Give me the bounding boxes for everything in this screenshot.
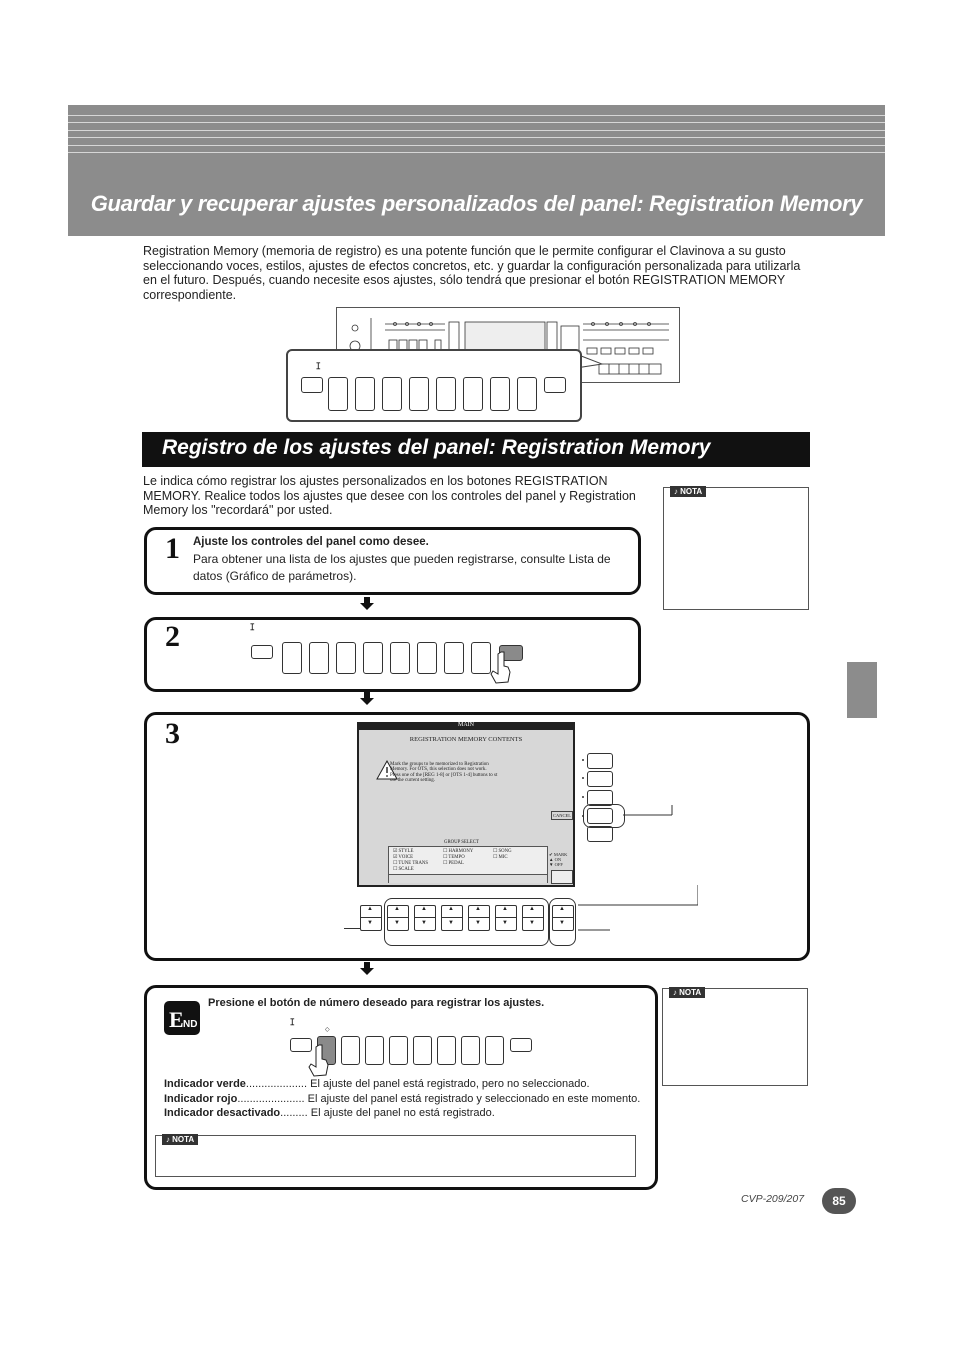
chapter-title: Guardar y recuperar ajustes personalizados del panel: Registration Memory <box>90 191 863 216</box>
reg-button-3 <box>382 377 402 411</box>
freeze-button <box>301 377 323 393</box>
updown-button-3[interactable]: ▲ ▼ <box>414 905 436 931</box>
step-number: 1 <box>165 532 180 565</box>
section-line: Memory los "recordará" por usted. <box>143 503 333 518</box>
reg-button-6 <box>417 642 437 674</box>
group-tempo: ☐ TEMPO <box>443 855 465 860</box>
legend-row: Indicador rojo...................... El ajuste del panel está registrado y seleccionado en este momento. <box>164 1092 641 1105</box>
group-song: ☐ SONG <box>493 849 512 854</box>
reg-button-4 <box>409 377 429 411</box>
nota-tag: ♪ NOTA <box>670 486 706 497</box>
model-name: CVP-209/207 <box>741 1193 805 1205</box>
updown-button-4[interactable]: ▲ ▼ <box>441 905 463 931</box>
callout-line <box>344 928 360 929</box>
group-mic: ☐ MIC <box>493 855 508 860</box>
end-heading: Presione el botón de número deseado para registrar los ajustes. <box>208 997 545 1009</box>
reg-button-7 <box>461 1036 480 1065</box>
reg-button-2 <box>341 1036 360 1065</box>
section-heading <box>142 432 810 467</box>
reg-button-5 <box>436 377 456 411</box>
screen-message: Mark the groups to be memorized to Registration Memory. For OTS, this selection does not work. Press one of the [REG 1-8] or [OTS 1-4] buttons to st ore the current setting. <box>390 762 498 784</box>
section-title: Registro de los ajustes del panel: Registration Memory <box>162 436 711 459</box>
reg-button-2 <box>309 642 329 674</box>
reg-button-1 <box>282 642 302 674</box>
updown-button-8[interactable]: ▲ ▼ <box>552 905 574 931</box>
registration-buttons-zoom <box>286 349 582 422</box>
step-1-text: Para obtener una lista de los ajustes que pueden registrarse, consulte Lista de <box>193 552 611 566</box>
reg-icon: ꕯ <box>290 1017 295 1027</box>
reg-button-4 <box>363 642 383 674</box>
callout-lines <box>578 750 698 960</box>
reg-icon: ꕯ <box>316 361 321 371</box>
reg-button-2 <box>355 377 375 411</box>
step-2-box <box>144 617 641 692</box>
legend-row: Indicador desactivado......... El ajuste del panel no está registrado. <box>164 1107 495 1119</box>
step-1-heading: Ajuste los controles del panel como desee. <box>193 536 429 548</box>
step-1-text: datos (Gráfico de parámetros). <box>193 569 357 583</box>
flow-arrow-head <box>360 968 374 975</box>
nota-box <box>663 487 809 610</box>
chapter-banner <box>68 105 885 236</box>
group-buttons-highlight <box>384 898 549 946</box>
group-scale: ☐ SCALE <box>393 867 414 872</box>
mark-legend: ✔ MARK ▲ ON ▼ OFF <box>549 852 568 867</box>
reg-button-5 <box>413 1036 432 1065</box>
nota-box <box>662 988 808 1086</box>
updown-button-5[interactable]: ▲ ▼ <box>468 905 490 931</box>
nota-box <box>155 1135 636 1177</box>
group-harmony: ☐ HARMONY <box>443 849 474 854</box>
reg-button-7 <box>490 377 510 411</box>
screen-title: REGISTRATION MEMORY CONTENTS <box>409 736 523 743</box>
flow-arrow-head <box>360 698 374 705</box>
reg-button-7 <box>444 642 464 674</box>
group-select-label: GROUP SELECT <box>444 840 479 845</box>
flow-arrow-head <box>360 603 374 610</box>
updown-button-2[interactable]: ▲ ▼ <box>387 905 409 931</box>
reg-button-8 <box>485 1036 504 1065</box>
scroll-bar <box>389 874 547 883</box>
mark-buttons-highlight <box>549 898 576 946</box>
indicator-lamp-icon: ◇ <box>325 1027 330 1033</box>
step-1-box <box>144 527 641 595</box>
group-select-panel <box>388 846 548 883</box>
reg-button-6 <box>463 377 483 411</box>
indicator-legend <box>164 1077 640 1121</box>
lcd-screen <box>357 722 575 887</box>
reg-button-8 <box>517 377 537 411</box>
group-pedal: ☐ PEDAL <box>443 861 464 866</box>
intro-line: en el futuro. Después, cuando necesite esos ajustes, sólo tendrá que presionar el botón REGISTRATION MEMORY <box>143 273 786 288</box>
step-number: 2 <box>165 620 180 653</box>
section-line: MEMORY. Realice todos los ajustes que desee con los controles del panel y Registration <box>143 488 636 503</box>
intro-line: Registration Memory (memoria de registro) es una potente función que le permite configurar el Clavinova a su gusto <box>143 244 786 258</box>
reg-button-3 <box>365 1036 384 1065</box>
group-tune-trans: ☐ TUNE TRANS <box>393 861 429 866</box>
page-number: 85 <box>822 1188 856 1214</box>
chapter-thumb-tab <box>847 662 877 718</box>
legend-row: Indicador verde.................... El ajuste del panel está registrado, pero no seleccionado. <box>164 1078 590 1090</box>
reg-icon: ꕯ <box>250 622 255 632</box>
mark-toggle <box>551 870 573 884</box>
intro-paragraph <box>143 244 813 302</box>
reg-button-1 <box>328 377 348 411</box>
pressing-hand-icon <box>305 1043 331 1079</box>
screen-tab: MAIN <box>458 722 474 728</box>
memory-button <box>510 1038 532 1052</box>
reg-button-3 <box>336 642 356 674</box>
pressing-hand-icon <box>487 650 513 686</box>
section-intro <box>143 474 653 518</box>
step-number: 3 <box>165 717 180 750</box>
freeze-button <box>251 645 273 659</box>
end-step-box <box>144 985 658 1190</box>
reg-button-6 <box>437 1036 456 1065</box>
nota-tag: ♪ NOTA <box>162 1134 198 1145</box>
intro-line: correspondiente. <box>143 287 237 302</box>
intro-line: seleccionando voces, estilos, ajustes de efectos concretos, etc. y guardar la configuración personalizada para utilizarla <box>143 258 801 273</box>
nota-tag: ♪ NOTA <box>669 987 705 998</box>
updown-button-1[interactable]: ▲ ▼ <box>360 905 382 931</box>
group-voice: ☑ VOICE <box>393 855 414 860</box>
updown-button-7[interactable]: ▲ ▼ <box>522 905 544 931</box>
reg-button-5 <box>390 642 410 674</box>
group-style: ☑ STYLE <box>393 849 414 854</box>
updown-button-6[interactable]: ▲ ▼ <box>495 905 517 931</box>
section-line: Le indica cómo registrar los ajustes personalizados en los botones REGISTRATION <box>143 474 608 488</box>
reg-button-4 <box>389 1036 408 1065</box>
screen-body <box>359 730 573 885</box>
memory-button <box>544 377 566 393</box>
cancel-label: CANCEL <box>553 813 571 818</box>
end-icon: E ND <box>164 1001 200 1035</box>
